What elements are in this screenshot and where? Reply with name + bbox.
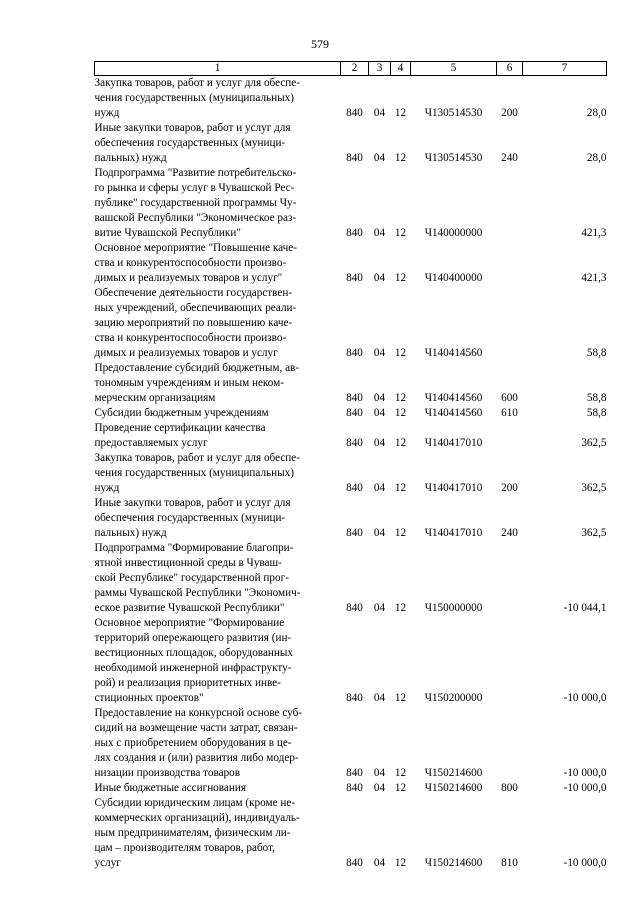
row-target-article: Ч150214600 [424,857,483,869]
row-expense-type: 200 [501,482,518,494]
row-name: Иные закупки товаров, работ и услуг для обеспечения государственных (муници- пальных) нужд [94,122,291,164]
row-ministry-code: 840 [346,347,363,359]
row-expense-type [497,706,523,781]
row-name: Предоставление на конкурсной основе суб- сидий на возмещение части затрат, связан- ных с приобретением оборудования в це- лях создания и (или) развития либо модер- низации производства товаров [94,707,303,779]
row-ministry-code: 840 [346,407,363,419]
page-number: 579 [311,37,329,51]
header-col-2: 2 [341,62,369,76]
row-target-article: Ч130514530 [424,152,483,164]
row-target-article: Ч140414560 [424,407,483,419]
row-expense-type [497,166,523,241]
row-expense-type: 610 [501,407,518,419]
row-target-article: Ч150214600 [424,782,483,794]
table-row [95,286,607,361]
row-amount: 362,5 [581,527,607,539]
row-section: 04 [373,152,386,164]
row-expense-type: 240 [501,152,518,164]
row-ministry-code: 840 [346,392,363,404]
table-row [95,421,607,451]
row-section: 04 [373,527,386,539]
row-section: 04 [373,437,386,449]
row-subsection: 12 [394,437,407,449]
header-col-6: 6 [497,62,523,76]
row-name: Иные бюджетные ассигнования [94,782,246,794]
row-section: 04 [373,347,386,359]
row-subsection: 12 [394,347,407,359]
row-subsection: 12 [394,857,407,869]
row-ministry-code: 840 [346,692,363,704]
row-name: Основное мероприятие "Повышение каче- ства и конкурентоспособности произво- димых и реализуемых товаров и услуг" [94,242,297,284]
row-amount: 58,8 [586,392,607,404]
row-name: Основное мероприятие "Формирование территорий опережающего развития (ин- вестиционных площадок, оборудованных необходимой инженерной инфраструкту- рой) и реализация приоритетных инве- стиционных проектов" [94,617,293,704]
row-target-article: Ч140414560 [424,392,483,404]
row-ministry-code: 840 [346,437,363,449]
row-subsection: 12 [394,407,407,419]
row-expense-type [497,616,523,706]
row-section: 04 [373,767,386,779]
row-section: 04 [373,272,386,284]
row-section: 04 [373,692,386,704]
row-name: Обеспечение деятельности государствен- ных учреждений, обеспечивающих реали- зацию мероприятий по повышению каче- ства и конкурентоспособности произво- димых и реализуемых товаров и услуг [94,287,297,359]
row-amount: 58,8 [586,347,607,359]
row-name: Субсидии бюджетным учреждениям [94,407,269,419]
row-section: 04 [373,782,386,794]
row-ministry-code: 840 [346,152,363,164]
table-row [95,121,607,166]
row-expense-type: 200 [501,107,518,119]
row-amount: 362,5 [581,482,607,494]
row-amount: 58,8 [586,407,607,419]
table-row [95,496,607,541]
row-amount: -10 000,0 [563,857,607,869]
table-row [95,406,607,421]
row-name: Закупка товаров, работ и услуг для обеспе- чения государственных (муниципальных) нужд [94,452,300,494]
row-amount: -10 000,0 [563,767,607,779]
row-ministry-code: 840 [346,482,363,494]
row-ministry-code: 840 [346,107,363,119]
table-row [95,781,607,796]
row-ministry-code: 840 [346,227,363,239]
header-col-7: 7 [523,62,607,76]
row-section: 04 [373,482,386,494]
row-name: Подпрограмма "Формирование благопри- ятной инвестиционной среды в Чуваш- ской Республике" государственной прог- раммы Чувашской Республики "Экономич- еское развитие Чувашской Республики" [94,542,301,614]
row-amount: -10 000,0 [563,692,607,704]
row-ministry-code: 840 [346,767,363,779]
row-section: 04 [373,107,386,119]
header-row [95,62,607,76]
row-ministry-code: 840 [346,527,363,539]
table-row [95,616,607,706]
header-col-1: 1 [95,62,341,76]
row-amount: 421,3 [581,272,607,284]
row-name: Подпрограмма "Развитие потребительско- го рынка и сферы услуг в Чувашской Рес- публике" государственной программы Чу- вашской Республики "Экономическое раз- витие Чувашской Республики" [94,167,297,239]
row-section: 04 [373,227,386,239]
row-expense-type [497,241,523,286]
row-subsection: 12 [394,602,407,614]
row-subsection: 12 [394,392,407,404]
row-expense-type [497,286,523,361]
row-expense-type [497,421,523,451]
header-col-5: 5 [411,62,497,76]
table-body [95,76,607,872]
row-target-article: Ч130514530 [424,107,483,119]
row-target-article: Ч140000000 [424,227,483,239]
row-target-article: Ч140417010 [424,437,483,449]
row-expense-type: 800 [501,782,518,794]
row-amount: -10 044,1 [563,602,607,614]
budget-table [94,61,607,871]
table-row [95,166,607,241]
row-target-article: Ч150000000 [424,602,483,614]
row-section: 04 [373,392,386,404]
row-name: Предоставление субсидий бюджетным, ав- тономным учреждениям и иным неком- мерческим организациям [94,362,300,404]
row-subsection: 12 [394,272,407,284]
row-subsection: 12 [394,482,407,494]
row-section: 04 [373,407,386,419]
table-row [95,361,607,406]
table-row [95,796,607,871]
row-subsection: 12 [394,152,407,164]
row-target-article: Ч140400000 [424,272,483,284]
row-ministry-code: 840 [346,602,363,614]
row-subsection: 12 [394,692,407,704]
row-name: Проведение сертификации качества предоставляемых услуг [94,422,266,449]
row-expense-type: 240 [501,527,518,539]
table-row [95,241,607,286]
row-ministry-code: 840 [346,857,363,869]
row-subsection: 12 [394,767,407,779]
row-subsection: 12 [394,107,407,119]
row-expense-type: 600 [501,392,518,404]
row-expense-type: 810 [501,857,518,869]
row-target-article: Ч150214600 [424,767,483,779]
row-target-article: Ч140414560 [424,347,483,359]
row-target-article: Ч150200000 [424,692,483,704]
row-amount: 28,0 [586,107,607,119]
header-col-4: 4 [391,62,411,76]
table-row [95,706,607,781]
row-subsection: 12 [394,227,407,239]
row-section: 04 [373,857,386,869]
row-subsection: 12 [394,782,407,794]
table-row [95,76,607,122]
row-amount: 28,0 [586,152,607,164]
row-name: Субсидии юридическим лицам (кроме не- коммерческих организаций), индивидуаль- ным предпринимателям, физическим ли- цам – производителям товаров, работ, услуг [94,797,300,869]
table-row [95,541,607,616]
row-amount: -10 000,0 [563,782,607,794]
row-ministry-code: 840 [346,272,363,284]
row-amount: 362,5 [581,437,607,449]
table-row [95,451,607,496]
row-name: Закупка товаров, работ и услуг для обеспе- чения государственных (муниципальных) нужд [94,77,300,119]
row-ministry-code: 840 [346,782,363,794]
header-col-3: 3 [369,62,391,76]
row-name: Иные закупки товаров, работ и услуг для обеспечения государственных (муници- пальных) нужд [94,497,291,539]
row-target-article: Ч140417010 [424,527,483,539]
row-expense-type [497,541,523,616]
row-amount: 421,3 [581,227,607,239]
row-section: 04 [373,602,386,614]
row-target-article: Ч140417010 [424,482,483,494]
row-subsection: 12 [394,527,407,539]
